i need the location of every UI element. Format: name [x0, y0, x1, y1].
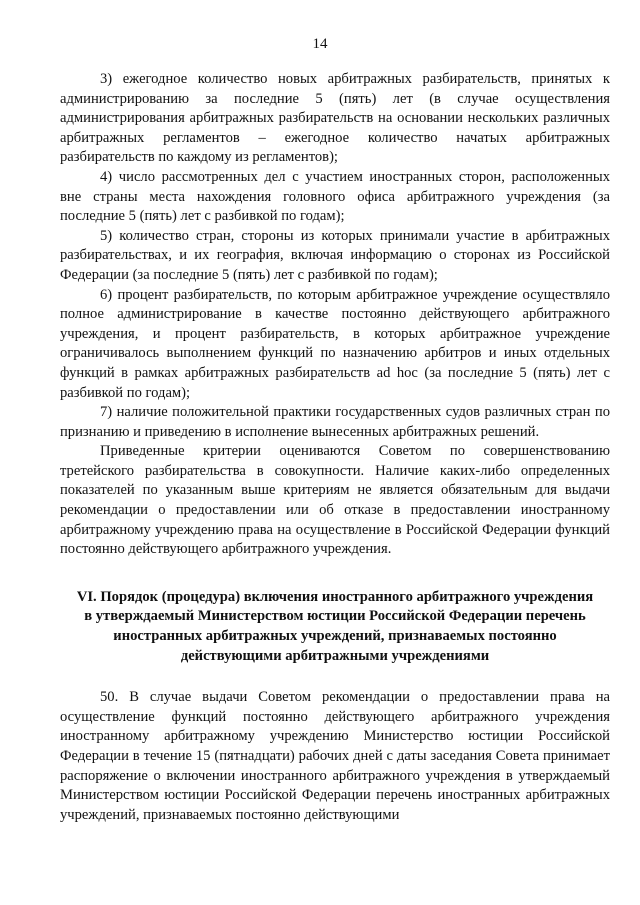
section-heading	[60, 588, 610, 666]
paragraph-item-6: 6) процент разбирательств, по которым арбитражное учреждение осуществляло полное администрирование в качестве постоянно действующего арбитражного учреждения, и процент разбирательств, в которых арбитражное учреждение ограничивалось выполнением функций по назначению арбитров и иных отдельных функций в рамках арбитражных разбирательств ad hoc (за последние 5 (пять) лет с разбивкой по годам);	[60, 286, 610, 401]
section-heading-line-1: VI. Порядок (процедура) включения иностранного арбитражного учреждения	[76, 588, 594, 605]
criteria-list	[60, 70, 610, 560]
section-body	[60, 688, 610, 825]
paragraph-item-5: 5) количество стран, стороны из которых принимали участие в арбитражных разбирательствах, и их география, включая информацию о сторонах из Российской Федерации (за последние 5 (пять) лет с разбивкой по годам);	[60, 227, 610, 283]
section-heading-line-3: иностранных арбитражных учреждений, признаваемых постоянно	[113, 628, 557, 645]
section-heading-line-4: действующими арбитражными учреждениями	[180, 647, 490, 664]
document-body	[60, 70, 610, 825]
paragraph-item-7: 7) наличие положительной практики государственных судов различных стран по признанию и приведению в исполнение вынесенных арбитражных решений.	[60, 404, 610, 440]
section-heading-line-2: в утверждаемый Министерством юстиции Российской Федерации перечень	[84, 608, 586, 625]
page-number: 14	[312, 36, 328, 52]
paragraph-item-4: 4) число рассмотренных дел с участием иностранных сторон, расположенных вне страны места нахождения головного офиса арбитражного учреждения (за последние 5 (пять) лет с разбивкой по годам);	[60, 168, 610, 225]
paragraph-item-3: 3) ежегодное количество новых арбитражных разбирательств, принятых к администрированию за последние 5 (пять) лет (в случае осуществления администрирования арбитражных разбирательств на основании нескольких различных арбитражных регламентов – ежегодное количество начатых арбитражных разбирательств по каждому из регламентов);	[60, 71, 610, 166]
paragraph-50: 50. В случае выдачи Советом рекомендации о предоставлении права на осуществление функций постоянно действующего арбитражного учреждения иностранному арбитражному учреждению Министерство юстиции Российской Федерации в течение 15 (пятнадцати) рабочих дней с даты заседания Совета принимает распоряжение о включении иностранного арбитражного учреждения в утверждаемый Министерством юстиции Российской Федерации перечень иностранных арбитражных учреждений, признаваемых постоянно действующими	[60, 689, 610, 823]
paragraph-criteria-summary: Приведенные критерии оцениваются Советом по совершенствованию третейского разбирательства в совокупности. Наличие каких-либо определенных показателей по указанным выше критериям не является обязательным для выдачи рекомендации о предоставлении или об отказе в предоставлении иностранному арбитражному учреждению права на осуществление в Российской Федерации функций постоянно действующего арбитражного учреждения.	[60, 443, 610, 558]
